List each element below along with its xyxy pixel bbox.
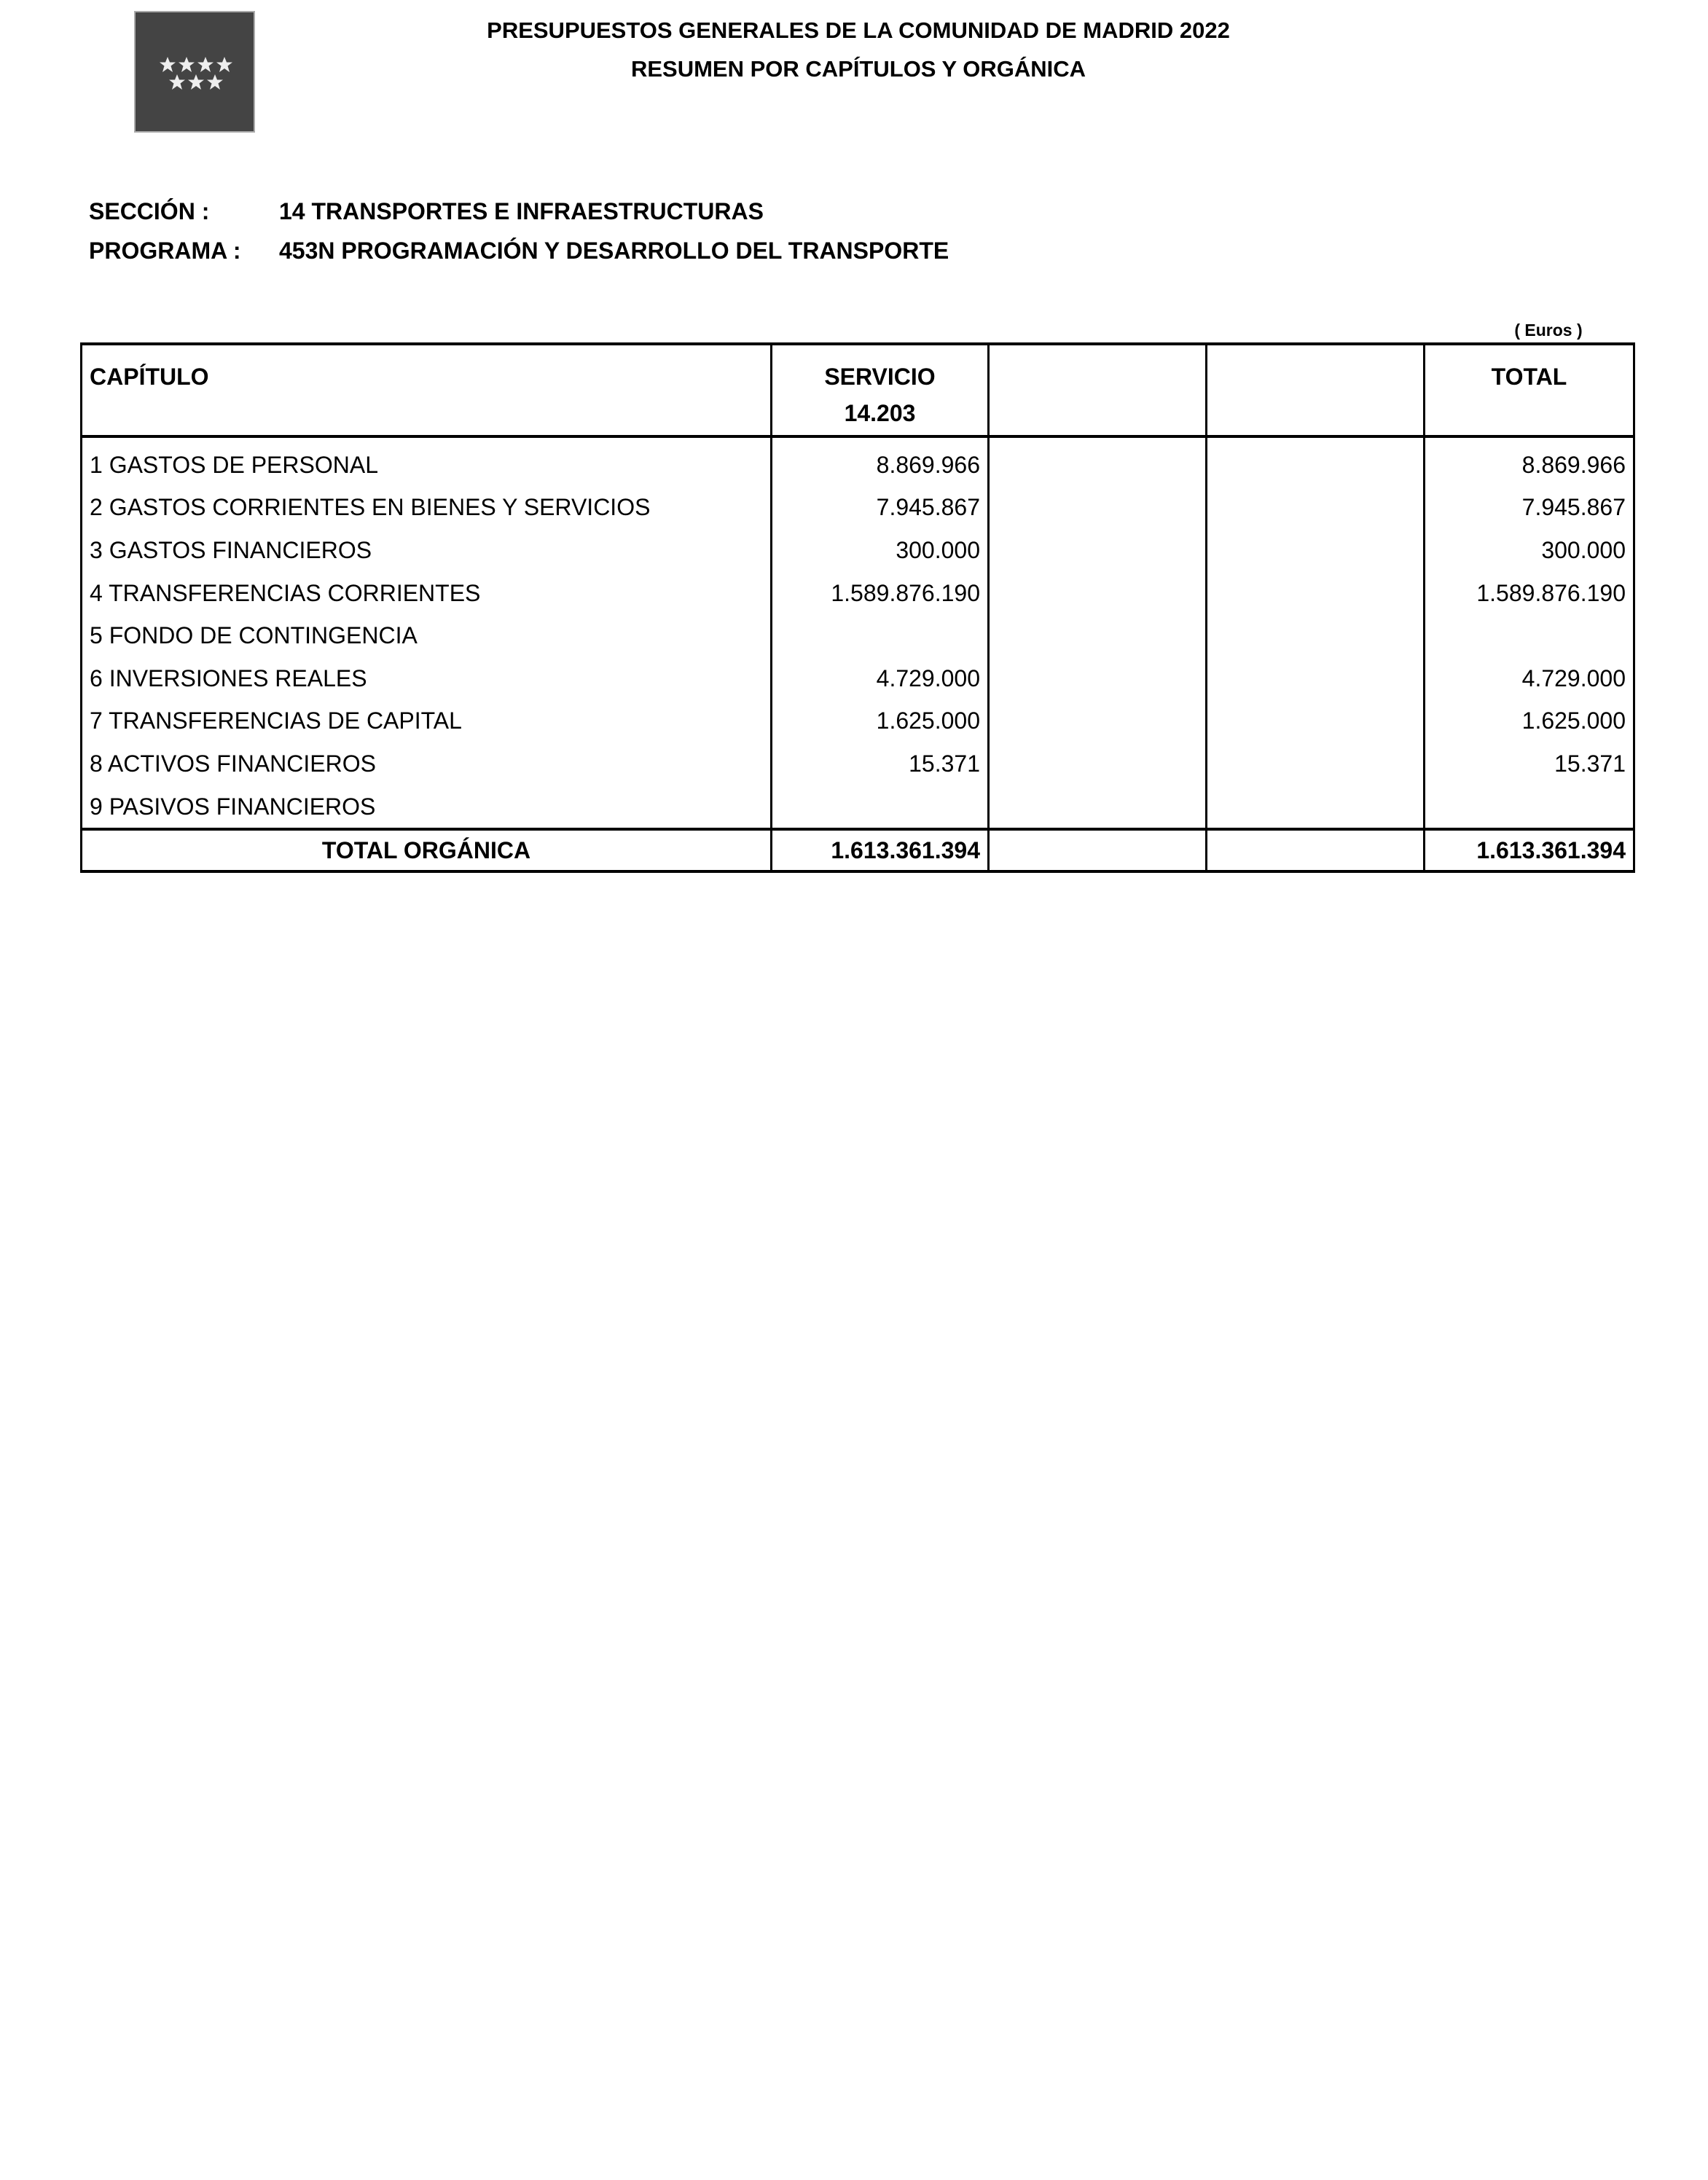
servicio-cell: 300.000 [772,529,989,572]
capitulo-cell: 7 TRANSFERENCIAS DE CAPITAL [82,700,772,743]
empty-cell [1207,572,1425,615]
empty-cell [989,436,1207,487]
servicio-cell: 1.589.876.190 [772,572,989,615]
servicio-cell: 8.869.966 [772,436,989,487]
empty-cell [989,700,1207,743]
servicio-label: SERVICIO [824,364,936,390]
empty-cell [989,657,1207,700]
table-row [82,700,1634,743]
header-servicio [772,344,989,436]
total-cell: 300.000 [1425,529,1634,572]
empty-cell [1207,529,1425,572]
programa-value: 453N PROGRAMACIÓN Y DESARROLLO DEL TRANSPORTE [279,238,949,264]
table-header-row [82,344,1634,436]
empty-cell [989,572,1207,615]
servicio-cell: 4.729.000 [772,657,989,700]
empty-cell [1207,785,1425,830]
servicio-cell: 1.625.000 [772,700,989,743]
empty-cell [989,742,1207,785]
seccion-value: 14 TRANSPORTES E INFRAESTRUCTURAS [279,198,764,224]
empty-cell [1207,436,1425,487]
table-row [82,742,1634,785]
table-row [82,614,1634,657]
capitulo-cell: 1 GASTOS DE PERSONAL [82,436,772,487]
table-row [82,436,1634,487]
empty-cell [989,529,1207,572]
table-row [82,785,1634,830]
empty-cell [1207,742,1425,785]
header-capitulo: CAPÍTULO [82,344,772,436]
header-empty-2 [1207,344,1425,436]
capitulo-cell: 8 ACTIVOS FINANCIEROS [82,742,772,785]
empty-cell [1207,700,1425,743]
total-cell [1425,785,1634,830]
total-cell: 7.945.867 [1425,487,1634,530]
table-row [82,572,1634,615]
empty-cell [1207,614,1425,657]
header-total: TOTAL [1425,344,1634,436]
budget-table [80,342,1635,873]
capitulo-cell: 4 TRANSFERENCIAS CORRIENTES [82,572,772,615]
table-row [82,487,1634,530]
document-subtitle: RESUMEN POR CAPÍTULOS Y ORGÁNICA [630,56,1086,82]
total-cell: 8.869.966 [1425,436,1634,487]
empty-cell [989,614,1207,657]
empty-cell [1207,487,1425,530]
capitulo-cell: 3 GASTOS FINANCIEROS [82,529,772,572]
empty-cell [989,829,1207,871]
servicio-cell [772,614,989,657]
capitulo-cell: 5 FONDO DE CONTINGENCIA [82,614,772,657]
total-cell: 4.729.000 [1425,657,1634,700]
total-cell [1425,614,1634,657]
total-label: TOTAL ORGÁNICA [82,829,772,871]
total-row [82,829,1634,871]
servicio-code: 14.203 [844,400,916,426]
seccion-label: SECCIÓN : [89,198,210,224]
empty-cell [1207,657,1425,700]
units-label: ( Euros ) [1514,321,1583,340]
total-cell: 15.371 [1425,742,1634,785]
capitulo-cell: 6 INVERSIONES REALES [82,657,772,700]
header-empty-1 [989,344,1207,436]
empty-cell [1207,829,1425,871]
empty-cell [989,785,1207,830]
table-row [82,529,1634,572]
capitulo-cell: 2 GASTOS CORRIENTES EN BIENES Y SERVICIOS [82,487,772,530]
total-servicio: 1.613.361.394 [772,829,989,871]
servicio-cell: 15.371 [772,742,989,785]
total-cell: 1.625.000 [1425,700,1634,743]
servicio-cell [772,785,989,830]
document-title: PRESUPUESTOS GENERALES DE LA COMUNIDAD DE MADRID 2022 [487,17,1230,43]
capitulo-cell: 9 PASIVOS FINANCIEROS [82,785,772,830]
empty-cell [989,487,1207,530]
servicio-cell: 7.945.867 [772,487,989,530]
total-total: 1.613.361.394 [1425,829,1634,871]
programa-label: PROGRAMA : [89,238,241,264]
total-cell: 1.589.876.190 [1425,572,1634,615]
table-row [82,657,1634,700]
